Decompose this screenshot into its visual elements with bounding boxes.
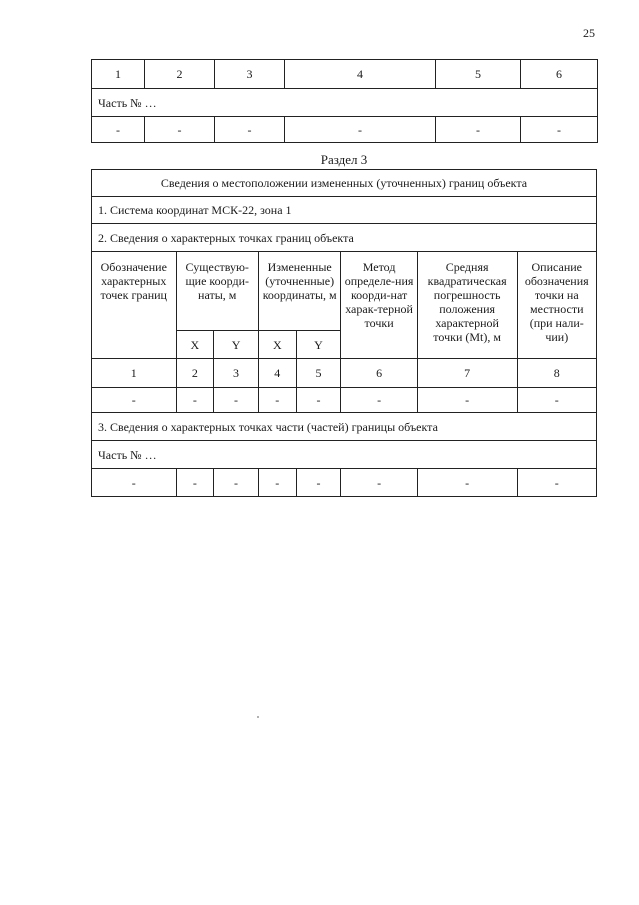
column-number-cell: 5 — [296, 359, 341, 388]
column-number-row — [92, 359, 597, 388]
dash-cell: - — [214, 388, 259, 413]
subsection-2-heading: 2. Сведения о характерных точках границ объекта — [92, 224, 597, 252]
dash-cell: - — [214, 469, 259, 497]
dash-cell: - — [341, 388, 417, 413]
dash-cell: - — [517, 388, 596, 413]
table-title: Сведения о местоположении измененных (уточненных) границ объекта — [92, 170, 597, 197]
part-label: Часть № … — [92, 441, 597, 469]
dash-cell: - — [258, 388, 296, 413]
column-number-cell: 6 — [341, 359, 417, 388]
dash-cell: - — [521, 117, 598, 143]
part-row — [92, 441, 597, 469]
subsection-3-heading: 3. Сведения о характерных точках части (частей) границы объекта — [92, 413, 597, 441]
dash-cell: - — [176, 469, 214, 497]
dash-cell: - — [417, 469, 517, 497]
coord-system: 1. Система координат МСК-22, зона 1 — [92, 197, 597, 224]
header-existing-coords: Существую-щие коорди-наты, м — [176, 252, 258, 331]
column-number-cell: 1 — [92, 60, 145, 89]
subsection-3-row — [92, 413, 597, 441]
dash-cell: - — [92, 117, 145, 143]
column-number-cell: 2 — [176, 359, 214, 388]
continuation-table — [91, 59, 598, 143]
part-row — [92, 89, 598, 117]
header-changed-coords: Измененные (уточненные) координаты, м — [258, 252, 340, 331]
header-y: Y — [214, 331, 259, 359]
dash-cell: - — [417, 388, 517, 413]
header-description: Описание обозначения точки на местности (при нали-чии) — [517, 252, 596, 359]
column-number-row — [92, 60, 598, 89]
table-row — [92, 388, 597, 413]
column-number-cell: 4 — [258, 359, 296, 388]
dash-cell: - — [215, 117, 285, 143]
dash-cell: - — [296, 388, 341, 413]
subsection-2-row — [92, 224, 597, 252]
dash-cell: - — [436, 117, 521, 143]
dash-cell: - — [176, 388, 214, 413]
table-row — [92, 469, 597, 497]
column-number-cell: 1 — [92, 359, 177, 388]
dash-cell: - — [92, 469, 177, 497]
header-row — [92, 252, 597, 331]
header-y-changed: Y — [296, 331, 341, 359]
header-error: Средняя квадратическая погрешность положения характерной точки (Mt), м — [417, 252, 517, 359]
dash-cell: - — [285, 117, 436, 143]
page-number: 25 — [583, 26, 595, 40]
column-number-cell: 2 — [145, 60, 215, 89]
column-number-cell: 7 — [417, 359, 517, 388]
header-designation: Обозначение характерных точек границ — [92, 252, 177, 359]
dash-cell: - — [258, 469, 296, 497]
column-number-cell: 5 — [436, 60, 521, 89]
column-number-cell: 8 — [517, 359, 596, 388]
dash-cell: - — [517, 469, 596, 497]
section-title: Раздел 3 — [320, 152, 368, 167]
coord-system-row — [92, 197, 597, 224]
column-number-cell: 3 — [214, 359, 259, 388]
column-number-cell: 3 — [215, 60, 285, 89]
dash-cell: - — [92, 388, 177, 413]
dash-cell: - — [296, 469, 341, 497]
table-row — [92, 117, 598, 143]
table-title-row — [92, 170, 597, 197]
part-label: Часть № … — [92, 89, 598, 117]
column-number-cell: 6 — [521, 60, 598, 89]
column-number-cell: 4 — [285, 60, 436, 89]
dash-cell: - — [341, 469, 417, 497]
scan-speck — [257, 716, 259, 718]
header-method: Метод определе-ния коорди-нат харак-терной точки — [341, 252, 417, 359]
header-x: X — [176, 331, 214, 359]
header-x-changed: X — [258, 331, 296, 359]
dash-cell: - — [145, 117, 215, 143]
section-3-table — [91, 169, 597, 497]
